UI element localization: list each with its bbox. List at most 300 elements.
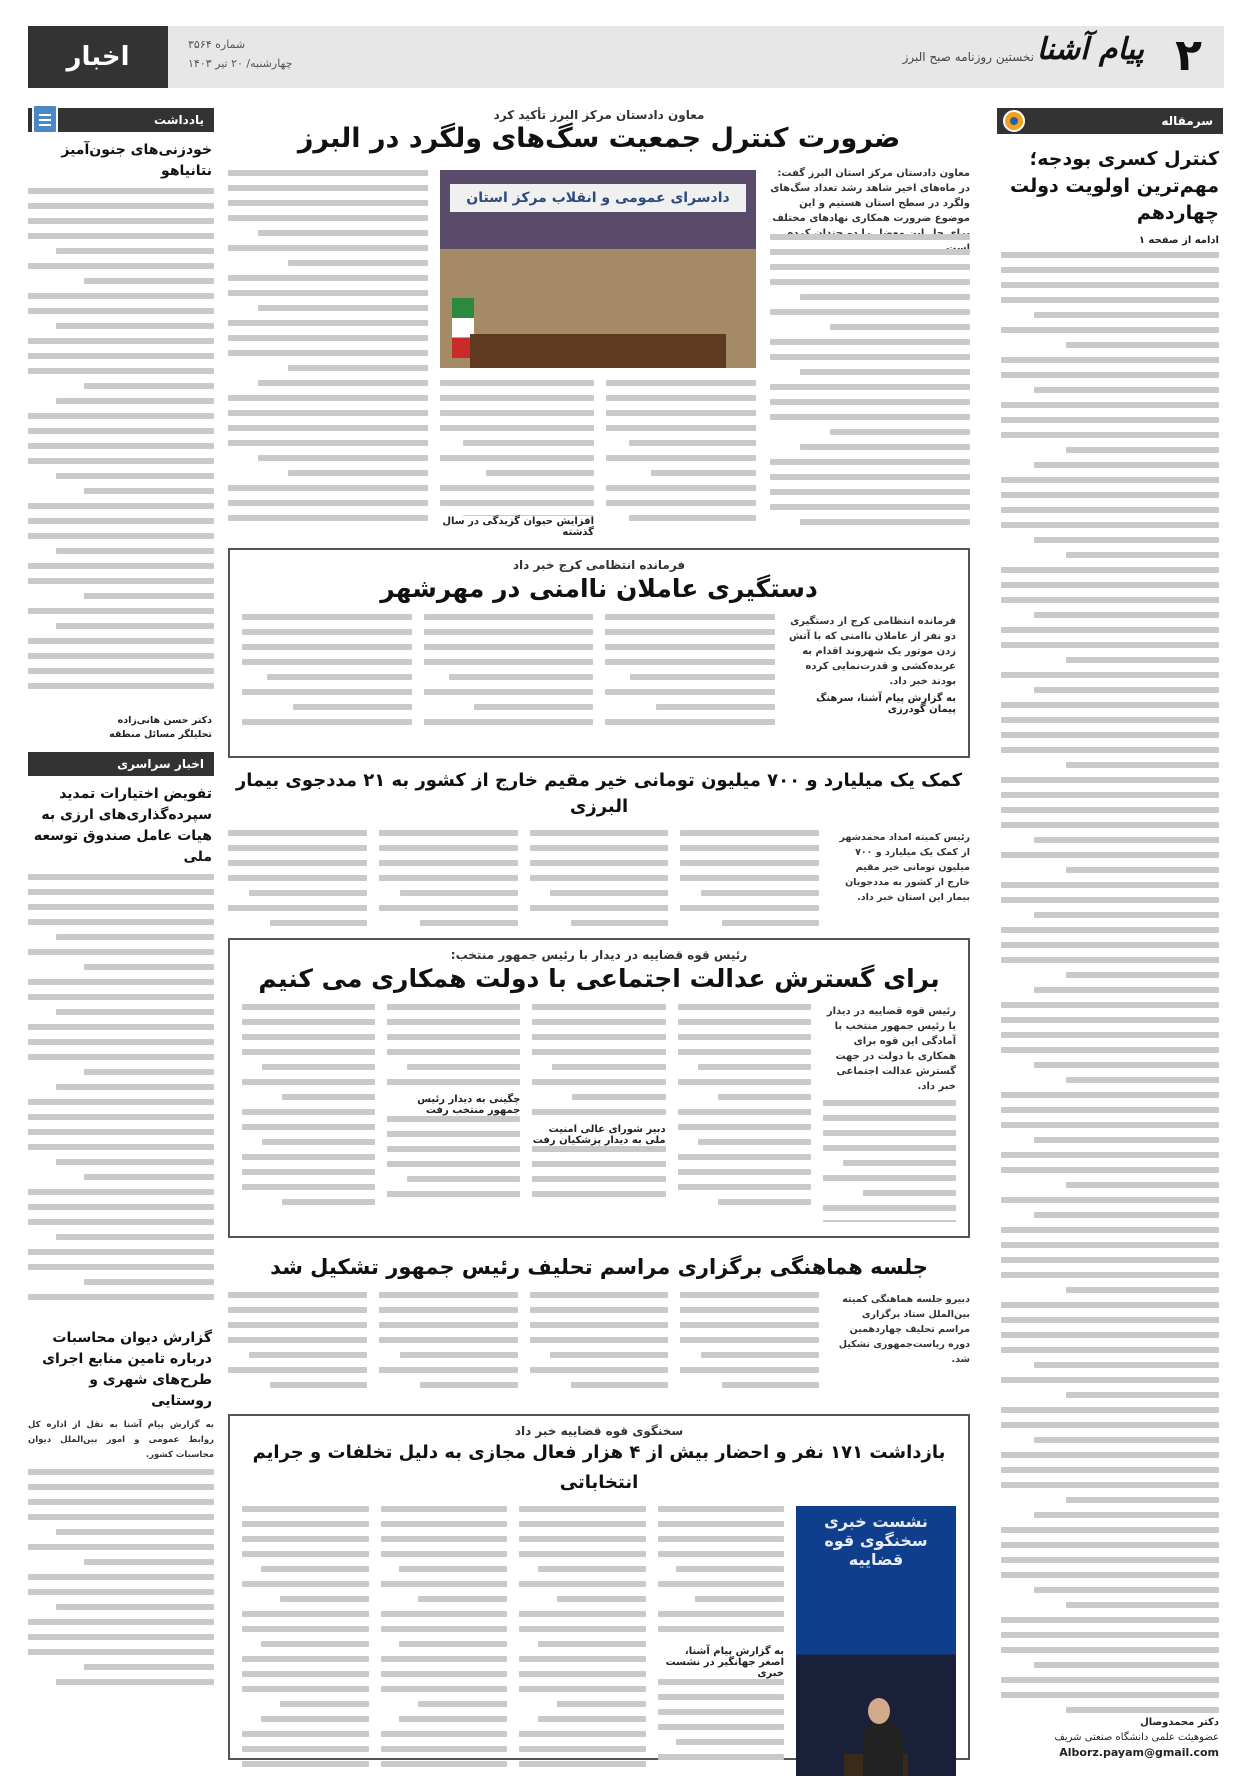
text-line xyxy=(698,1064,811,1070)
text-line xyxy=(680,860,819,866)
text-line xyxy=(823,1205,956,1211)
text-line xyxy=(28,203,214,209)
text-line xyxy=(605,614,775,620)
eye-icon xyxy=(1003,110,1025,132)
story1-headline: ضرورت کنترل جمعیت سگ‌های ولگرد در البرز xyxy=(297,123,901,154)
text-line xyxy=(440,485,594,491)
roundup-item1-body xyxy=(28,874,214,1314)
text-line xyxy=(606,395,756,401)
contact-email[interactable]: Alborz.payam@gmail.com xyxy=(1059,1746,1219,1759)
text-line xyxy=(28,578,214,584)
text-line xyxy=(1066,552,1219,558)
text-line xyxy=(1001,1482,1219,1488)
text-line xyxy=(770,339,970,345)
text-line xyxy=(28,338,214,344)
text-line xyxy=(571,920,668,926)
text-line xyxy=(1066,1182,1219,1188)
text-line xyxy=(258,230,428,236)
text-line xyxy=(242,1551,369,1557)
story4-lead: رئیس قوه قضاییه در دیدار با رئیس جمهور منتخب با آمادگی این قوه برای همکاری با دولت در جهت گسترش عدالت اجتماعی خبر داد. xyxy=(826,1006,956,1092)
story5-col2 xyxy=(680,1292,819,1398)
text-line xyxy=(387,1161,520,1167)
text-line xyxy=(680,845,819,851)
note-body xyxy=(28,188,214,708)
text-line xyxy=(440,380,594,386)
story2-source: به گزارش پیام آشنا، سرهنگ پیمان گودرزی xyxy=(816,693,956,715)
editorial-body xyxy=(997,252,1223,1722)
text-line xyxy=(1066,447,1219,453)
text-line xyxy=(1001,627,1219,633)
text-line xyxy=(379,1292,518,1298)
text-line xyxy=(249,890,367,896)
story1-col3 xyxy=(440,380,594,530)
text-line xyxy=(28,1249,214,1255)
text-line xyxy=(381,1581,508,1587)
text-line xyxy=(379,1322,518,1328)
text-line xyxy=(258,380,428,386)
text-line xyxy=(28,218,214,224)
text-line xyxy=(228,320,428,326)
story2-kicker: فرمانده انتظامی کرج خبر داد xyxy=(512,558,686,572)
text-line xyxy=(242,1049,375,1055)
text-line xyxy=(228,875,367,881)
text-line xyxy=(1001,1452,1219,1458)
text-line xyxy=(519,1761,646,1767)
text-line xyxy=(1034,1137,1219,1143)
story1-lead: معاون دادستان مرکز استان البرز گفت: در ماه‌های اخیر شاهد رشد تعداد سگ‌های ولگرد در سطح استان هستیم و این موضوع ضرورت همکاری نهادهای مختلف xyxy=(770,168,970,224)
text-line xyxy=(463,440,594,446)
text-line xyxy=(261,1566,369,1572)
text-line xyxy=(606,380,756,386)
story5-headline: جلسه هماهنگی برگزاری مراسم تحلیف رئیس جمهور تشکیل شد xyxy=(270,1255,928,1279)
text-line xyxy=(1001,882,1219,888)
text-line xyxy=(605,629,775,635)
text-line xyxy=(1001,777,1219,783)
text-line xyxy=(381,1671,508,1677)
text-line xyxy=(1001,1317,1219,1323)
text-line xyxy=(56,473,214,479)
author-affiliation: عضوهیئت علمی دانشگاه صنعتی شریف xyxy=(1054,1732,1219,1743)
editorial-badge xyxy=(997,108,1223,134)
text-line xyxy=(28,889,214,895)
text-line xyxy=(28,1544,214,1550)
speaker-figure xyxy=(863,1720,903,1776)
story3-headline: کمک یک میلیارد و ۷۰۰ میلیون تومانی خیر مقیم خارج از کشور به ۲۱ مددجوی بیمار البرزی xyxy=(235,770,963,817)
story4-col1-body xyxy=(823,1100,956,1222)
text-line xyxy=(658,1626,785,1632)
text-line xyxy=(420,1382,517,1388)
text-line xyxy=(228,1307,367,1313)
text-line xyxy=(56,934,214,940)
text-line xyxy=(228,905,367,911)
text-line xyxy=(56,398,214,404)
text-line xyxy=(678,1034,811,1040)
text-line xyxy=(242,1109,375,1115)
text-line xyxy=(530,860,669,866)
text-line xyxy=(843,1160,956,1166)
text-line xyxy=(242,1034,375,1040)
text-line xyxy=(1001,1197,1219,1203)
photo-banner: دادسرای عمومی و انقلاب مرکز استان xyxy=(450,184,746,212)
text-line xyxy=(770,459,970,465)
text-line xyxy=(261,1716,369,1722)
text-line xyxy=(658,1536,785,1542)
story2-col2 xyxy=(605,614,775,734)
story2-col4 xyxy=(242,614,412,734)
text-line xyxy=(680,830,819,836)
text-line xyxy=(228,485,428,491)
text-line xyxy=(1001,417,1219,423)
text-line xyxy=(379,875,518,881)
text-line xyxy=(530,830,669,836)
text-line xyxy=(242,1521,369,1527)
text-line xyxy=(770,384,970,390)
text-line xyxy=(1001,507,1219,513)
text-line xyxy=(28,293,214,299)
text-line xyxy=(28,263,214,269)
text-line xyxy=(519,1626,646,1632)
text-line xyxy=(1034,537,1219,543)
text-line xyxy=(28,1054,214,1060)
text-line xyxy=(28,608,214,614)
note-author xyxy=(30,714,212,742)
text-line xyxy=(242,1169,375,1175)
text-line xyxy=(1001,1692,1219,1698)
text-line xyxy=(1001,1527,1219,1533)
editorial-author xyxy=(1054,1715,1219,1760)
story5-col5 xyxy=(228,1292,367,1398)
text-line xyxy=(571,1382,668,1388)
text-line xyxy=(1001,597,1219,603)
story2-col1 xyxy=(787,614,957,734)
text-line xyxy=(400,1352,518,1358)
text-line xyxy=(1001,282,1219,288)
text-line xyxy=(28,308,214,314)
text-line xyxy=(449,674,593,680)
text-line xyxy=(381,1551,508,1557)
story6-photo xyxy=(796,1506,956,1776)
text-line xyxy=(379,1337,518,1343)
story3-col2 xyxy=(680,830,819,948)
text-line xyxy=(823,1100,956,1106)
text-line xyxy=(557,1701,646,1707)
text-line xyxy=(1001,1152,1219,1158)
text-line xyxy=(242,1686,369,1692)
text-line xyxy=(1001,327,1219,333)
text-line xyxy=(28,653,214,659)
text-line xyxy=(381,1746,508,1752)
text-line xyxy=(680,1292,819,1298)
text-line xyxy=(84,1664,214,1670)
text-line xyxy=(519,1746,646,1752)
text-line xyxy=(270,1382,367,1388)
text-line xyxy=(1066,1497,1219,1503)
text-line xyxy=(84,593,214,599)
story4-col1 xyxy=(823,1004,956,1222)
text-line xyxy=(532,1019,665,1025)
roundup-item2-lead: به گزارش پیام آشنا به نقل از اداره کل روابط عمومی و امور بین‌الملل دیوان محاسبات کشور. xyxy=(28,1420,214,1460)
text-line xyxy=(680,1322,819,1328)
text-line xyxy=(1034,312,1219,318)
text-line xyxy=(228,200,428,206)
story1-kicker: معاون دادستان مرکز البرز تأکید کرد xyxy=(493,108,705,122)
text-line xyxy=(770,354,970,360)
text-line xyxy=(228,845,367,851)
text-line xyxy=(1066,1077,1219,1083)
note-badge-label: یادداشت xyxy=(154,113,204,127)
text-line xyxy=(242,1019,375,1025)
text-line xyxy=(698,1139,811,1145)
text-line xyxy=(242,1731,369,1737)
text-line xyxy=(28,1099,214,1105)
story-election-arrests xyxy=(228,1414,970,1760)
text-line xyxy=(28,353,214,359)
text-line xyxy=(1066,972,1219,978)
story6-col3 xyxy=(381,1506,508,1776)
text-line xyxy=(1001,372,1219,378)
text-line xyxy=(1001,807,1219,813)
text-line xyxy=(1034,687,1219,693)
text-line xyxy=(280,1596,369,1602)
text-line xyxy=(1001,1002,1219,1008)
text-line xyxy=(228,275,428,281)
text-line xyxy=(1001,402,1219,408)
text-line xyxy=(28,1499,214,1505)
story6-lead: به گزارش پیام آشنا، اصغر جهانگیر در نشست خبری xyxy=(665,1646,784,1679)
text-line xyxy=(28,994,214,1000)
text-line xyxy=(486,470,594,476)
text-line xyxy=(678,1019,811,1025)
roundup-item2-title: گزارش دیوان محاسبات درباره تامین منابع اجرای طرح‌های شهری و روستایی xyxy=(42,1330,212,1409)
story-inauguration-meeting xyxy=(228,1250,970,1400)
text-line xyxy=(605,644,775,650)
text-line xyxy=(28,683,214,689)
text-line xyxy=(28,979,214,985)
text-line xyxy=(823,1115,956,1121)
text-line xyxy=(399,1566,507,1572)
text-line xyxy=(28,1484,214,1490)
story1-col2 xyxy=(606,380,756,530)
text-line xyxy=(381,1611,508,1617)
text-line xyxy=(530,1322,669,1328)
text-line xyxy=(680,1337,819,1343)
text-line xyxy=(474,704,593,710)
text-line xyxy=(407,1176,520,1182)
text-line xyxy=(242,1154,375,1160)
text-line xyxy=(28,1219,214,1225)
editorial-badge-label: سرمقاله xyxy=(1161,114,1213,128)
text-line xyxy=(242,1124,375,1130)
text-line xyxy=(1034,1512,1219,1518)
story4-subhead1: دبیر شورای عالی امنیت ملی به دیدار پزشکیان رفت xyxy=(532,1124,666,1146)
text-line xyxy=(1066,762,1219,768)
text-line xyxy=(770,249,970,255)
story4-subhead2: چگینی به دیدار رئیس جمهور منتخب رفت xyxy=(417,1094,521,1116)
text-line xyxy=(387,1146,520,1152)
text-line xyxy=(605,689,775,695)
text-line xyxy=(1034,1437,1219,1443)
text-line xyxy=(228,335,428,341)
story4-kicker: رئیس قوه قضاییه در دیدار با رئیس جمهور منتخب: xyxy=(450,948,748,962)
text-line xyxy=(800,294,970,300)
text-line xyxy=(606,500,756,506)
editorial-title: کنترل کسری بودجه؛مهم‌ترین اولویت دولت چهاردهم xyxy=(1009,148,1219,224)
text-line xyxy=(418,1701,507,1707)
text-line xyxy=(28,443,214,449)
text-line xyxy=(242,1626,369,1632)
text-line xyxy=(28,1024,214,1030)
text-line xyxy=(606,485,756,491)
text-line xyxy=(770,474,970,480)
text-line xyxy=(418,1596,507,1602)
text-line xyxy=(1066,657,1219,663)
story3-col5 xyxy=(228,830,367,948)
text-line xyxy=(56,323,214,329)
text-line xyxy=(1001,702,1219,708)
roundup-badge-label: اخبار سراسری xyxy=(117,757,204,771)
text-line xyxy=(629,440,757,446)
text-line xyxy=(532,1004,665,1010)
text-line xyxy=(242,629,412,635)
page-number: ۲ xyxy=(1175,30,1202,81)
text-line xyxy=(381,1536,508,1542)
text-line xyxy=(242,1004,375,1010)
story2-col3 xyxy=(424,614,594,734)
text-line xyxy=(228,500,428,506)
text-line xyxy=(676,1739,784,1745)
text-line xyxy=(678,1154,811,1160)
text-line xyxy=(532,1079,665,1085)
text-line xyxy=(651,470,756,476)
page-header xyxy=(28,26,1224,88)
author-name: دکتر محمدوصال xyxy=(1140,1717,1219,1728)
text-line xyxy=(1034,1212,1219,1218)
note-title: خودزنی‌های جنون‌آمیز نتانیاهو xyxy=(61,142,212,179)
story4-col4 xyxy=(387,1004,520,1222)
newspaper-logo: پیام آشنا xyxy=(1036,32,1144,67)
text-line xyxy=(28,1189,214,1195)
text-line xyxy=(823,1175,956,1181)
story1-col4 xyxy=(228,170,428,530)
text-line xyxy=(1066,1287,1219,1293)
story2-headline: دستگیری عاملان ناامنی در مهرشهر xyxy=(380,574,818,603)
text-line xyxy=(1001,1377,1219,1383)
text-line xyxy=(658,1521,785,1527)
text-line xyxy=(262,1139,375,1145)
story6-col1-body2 xyxy=(658,1679,785,1776)
text-line xyxy=(1034,387,1219,393)
text-line xyxy=(800,519,970,525)
text-line xyxy=(1001,1257,1219,1263)
text-line xyxy=(695,1596,784,1602)
text-line xyxy=(84,278,214,284)
text-line xyxy=(1001,1032,1219,1038)
text-line xyxy=(228,425,428,431)
story6-col4 xyxy=(242,1506,369,1776)
text-line xyxy=(658,1724,785,1730)
roundup-item2-body xyxy=(28,1469,214,1699)
text-line xyxy=(1001,942,1219,948)
text-line xyxy=(84,1559,214,1565)
text-line xyxy=(228,1367,367,1373)
text-line xyxy=(228,185,428,191)
tagline: نخستین روزنامه صبح البرز xyxy=(902,50,1034,64)
story-judiciary-meeting xyxy=(228,938,970,1238)
text-line xyxy=(379,1367,518,1373)
text-line xyxy=(1001,1332,1219,1338)
text-line xyxy=(379,905,518,911)
text-line xyxy=(440,500,594,506)
text-line xyxy=(1066,867,1219,873)
text-line xyxy=(28,638,214,644)
text-line xyxy=(228,440,428,446)
text-line xyxy=(532,1109,665,1115)
text-line xyxy=(1001,1542,1219,1548)
story3-lead: رئیس کمیته امداد محمدشهر از کمک یک میلیارد و ۷۰۰ میلیون تومانی خیر مقیم خارج از کشور به مددجویان بیمار این استان خبر داد. xyxy=(839,832,970,903)
text-line xyxy=(288,470,428,476)
text-line xyxy=(770,234,970,240)
text-line xyxy=(28,1114,214,1120)
text-line xyxy=(678,1169,811,1175)
text-line xyxy=(387,1019,520,1025)
text-line xyxy=(1001,1572,1219,1578)
text-line xyxy=(538,1716,646,1722)
text-line xyxy=(630,674,774,680)
story6-col2 xyxy=(519,1506,646,1776)
text-line xyxy=(1001,357,1219,363)
text-line xyxy=(718,1094,811,1100)
text-line xyxy=(530,1337,669,1343)
text-line xyxy=(680,1367,819,1373)
text-line xyxy=(718,1199,811,1205)
text-line xyxy=(242,1581,369,1587)
text-line xyxy=(84,488,214,494)
text-line xyxy=(606,410,756,416)
text-line xyxy=(249,1352,367,1358)
text-line xyxy=(228,395,428,401)
text-line xyxy=(420,920,517,926)
text-line xyxy=(424,689,594,695)
text-line xyxy=(1001,297,1219,303)
text-line xyxy=(228,350,428,356)
story1-photo xyxy=(440,170,756,368)
text-line xyxy=(228,215,428,221)
text-line xyxy=(1001,1422,1219,1428)
text-line xyxy=(242,1761,369,1767)
text-line xyxy=(28,518,214,524)
story5-col3 xyxy=(530,1292,669,1398)
text-line xyxy=(770,489,970,495)
text-line xyxy=(280,1701,369,1707)
text-line xyxy=(532,1161,665,1167)
text-line xyxy=(629,515,757,521)
text-line xyxy=(28,1294,214,1300)
text-line xyxy=(381,1521,508,1527)
text-line xyxy=(605,659,775,665)
text-line xyxy=(379,1307,518,1313)
text-line xyxy=(387,1079,520,1085)
text-line xyxy=(1001,747,1219,753)
text-line xyxy=(28,904,214,910)
text-line xyxy=(270,920,367,926)
text-line xyxy=(28,368,214,374)
text-line xyxy=(530,1367,669,1373)
text-line xyxy=(28,1264,214,1270)
text-line xyxy=(1001,1227,1219,1233)
notepad-icon xyxy=(32,104,58,134)
story3-col3 xyxy=(530,830,669,948)
text-line xyxy=(282,1094,375,1100)
